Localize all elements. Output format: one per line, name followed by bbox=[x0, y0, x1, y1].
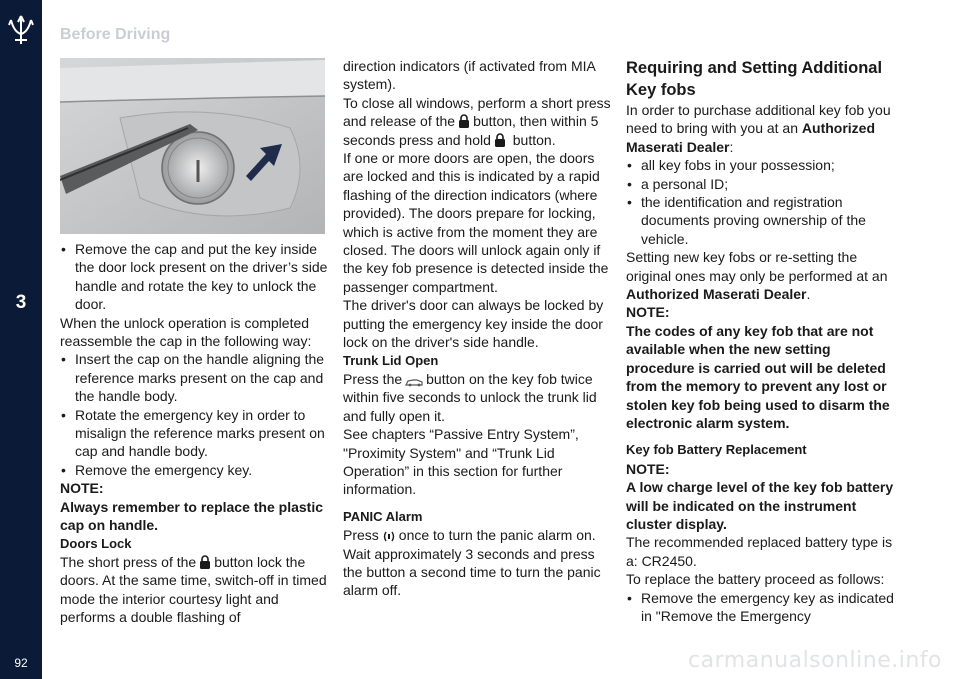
padlock-icon bbox=[199, 555, 211, 570]
watermark: carmanualsonline.info bbox=[688, 648, 942, 673]
note2-text: A low charge level of the key fob battery will be indicated on the instrument cluster display. bbox=[626, 479, 894, 532]
panic-text: Press once to turn the panic alarm on. Wait approximately 3 seconds and press the button a second time to turn the panic alarm off. bbox=[343, 527, 601, 599]
battery-heading: Key fob Battery Replacement bbox=[626, 442, 807, 458]
intro-text: In order to purchase additional key fob you need to bring with you at an Authorized Maserati Dealer: bbox=[626, 102, 891, 155]
indicators-text: direction indicators (if activated from MIA system). bbox=[343, 58, 596, 93]
chapter-sidebar bbox=[0, 0, 42, 679]
doors-lock-text: The short press of the button lock the doors. At the same time, switch-off in timed mode the interior courtesy light and performs a double flashing of bbox=[60, 553, 327, 626]
bullet-remove-key: • Remove the emergency key. bbox=[60, 461, 328, 479]
trunk-text: Press the button on the key fob twice within five seconds to unlock the trunk lid and fully open it. bbox=[343, 370, 597, 424]
bullet-remove-emergency-key: • Remove the emergency key as indicated in "Remove the Emergency bbox=[626, 589, 894, 626]
unlock-completed-text: When the unlock operation is completed reassemble the cap in the following way: bbox=[60, 314, 312, 350]
note-text: Always remember to replace the plastic cap on handle. bbox=[60, 498, 323, 534]
door-handle-photo bbox=[60, 58, 325, 234]
padlock-icon bbox=[458, 114, 470, 129]
trunk-heading: Trunk Lid Open bbox=[343, 352, 439, 368]
bullet-rotate-key: • Rotate the emergency key in order to misalign the reference marks present on cap and handle body. bbox=[60, 406, 328, 461]
replace-intro-text: To replace the battery proceed as follows: bbox=[626, 571, 885, 588]
bullet-personal-id: • a personal ID; bbox=[626, 175, 894, 193]
section-heading: Requiring and Setting Additional Key fobs bbox=[626, 59, 883, 99]
close-windows-text: To close all windows, perform a short press and release of the button, then within 5 seconds press and hold button. bbox=[343, 94, 611, 148]
trunk-car-icon bbox=[405, 377, 423, 387]
doors-lock-heading: Doors Lock bbox=[60, 535, 132, 551]
column-3 bbox=[626, 57, 894, 625]
bullet-insert-cap: • Insert the cap on the handle aligning the reference marks present on the cap and the handle body. bbox=[60, 350, 328, 405]
bullet-key-fobs: • all key fobs in your possession; bbox=[626, 156, 894, 174]
trident-logo-icon bbox=[6, 12, 36, 48]
note-label: NOTE: bbox=[60, 480, 104, 497]
column-1 bbox=[60, 240, 328, 627]
chapter-number: 3 bbox=[15, 292, 27, 313]
page-title: Before Driving bbox=[60, 26, 171, 43]
doors-open-text: If one or more doors are open, the doors are locked and this is indicated by a rapid flashing of the direction indicators (where provided). The doors prepare for locking, which is active from the moment they are closed. The doors will unlock again only if the key fob presence is detected inside the passenger compartment. bbox=[343, 150, 609, 295]
bullet-documents: • the identification and registration documents proving ownership of the vehicle. bbox=[626, 193, 894, 248]
note1-text: The codes of any key fob that are not available when the new setting procedure is carried out will be deleted from the memory to prevent any lost or stolen key fob being used to disarm the electronic alarm system. bbox=[626, 322, 890, 431]
bullet-remove-cap: • Remove the cap and put the key inside the door lock present on the driver’s side handle and rotate the key to unlock the door. bbox=[60, 240, 328, 314]
padlock-icon bbox=[494, 133, 506, 148]
drivers-door-text: The driver's door can always be locked by putting the emergency key inside the door lock on the driver's side handle. bbox=[343, 297, 604, 351]
note2-label: NOTE: bbox=[626, 460, 670, 477]
door-handle-illustration bbox=[60, 58, 325, 234]
column-2 bbox=[343, 57, 613, 600]
trunk-see-text: See chapters “Passive Entry System”, "Proximity System" and “Trunk Lid Operation” in this section for further information. bbox=[343, 426, 579, 498]
page-number: 92 bbox=[14, 656, 28, 670]
panic-heading: PANIC Alarm bbox=[343, 508, 423, 524]
battery-type-text: The recommended replaced battery type is a: CR2450. bbox=[626, 534, 893, 569]
note1-label: NOTE: bbox=[626, 304, 670, 321]
setting-text: Setting new key fobs or re-setting the original ones may only be performed at an Authorized Maserati Dealer. bbox=[626, 249, 888, 303]
panic-horn-icon bbox=[382, 530, 396, 543]
